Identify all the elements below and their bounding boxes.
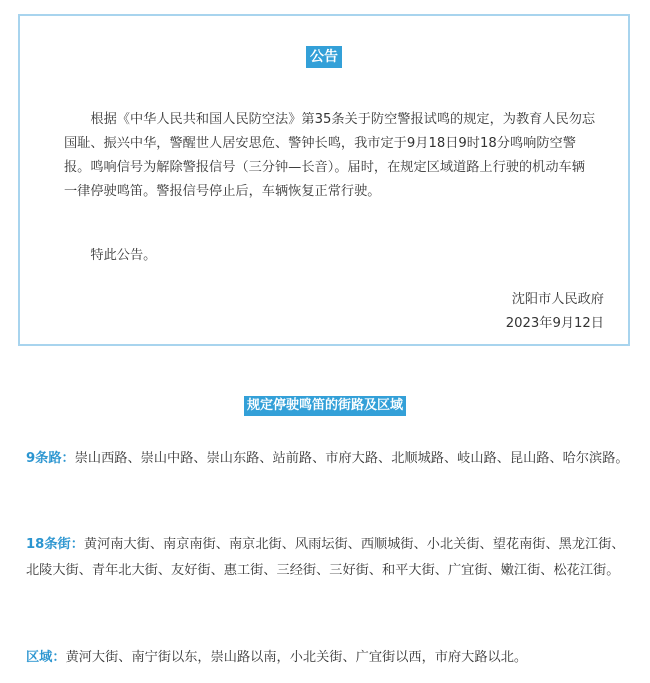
route-text: 黄河大街、南宁街以东，崇山路以南，小北关街、广宜街以西，市府大路以北。 [65,650,528,665]
route-area [26,645,630,671]
notice-body: 根据《中华人民共和国人民防空法》第35条关于防空警报试鸣的规定，为教育人民勿忘国耻、振兴中华，警醒世人居安思危、警钟长鸣，我市定于9月18日9时18分鸣响防空警报。鸣响信号为解除警报信号（三分钟—长音）。届时，在规定区域道路上行驶的机动车辆一律停驶鸣笛。警报信号停止后，车辆恢复正常行驶。 [64,112,596,199]
section-title: 规定停驶鸣笛的街路及区域 [244,396,406,416]
notice-closing: 特此公告。 [90,248,157,263]
issuer: 沈阳市人民政府 [511,292,604,307]
route-18-streets [26,532,630,584]
route-label: 18条街： [26,537,84,552]
notice-box [18,14,630,346]
notice-title: 公告 [306,46,342,68]
route-label: 区域： [26,650,66,665]
route-text: 崇山西路、崇山中路、崇山东路、站前路、市府大路、北顺城路、岐山路、昆山路、哈尔滨路。 [74,451,629,466]
route-text: 黄河南大街、南京南街、南京北街、风雨坛街、西顺城街、小北关街、望花南街、黑龙江街、北陵大街、青年北大街、友好街、惠工街、三经街、三好街、和平大街、广宜街、嫩江街、松花江街。 [26,537,625,578]
section-title-wrap [0,394,650,416]
signature [506,288,604,336]
issue-date: 2023年9月12日 [505,316,604,331]
route-9-roads [26,446,630,472]
route-label: 9条路： [26,451,75,466]
notice-title-wrap [20,46,628,68]
